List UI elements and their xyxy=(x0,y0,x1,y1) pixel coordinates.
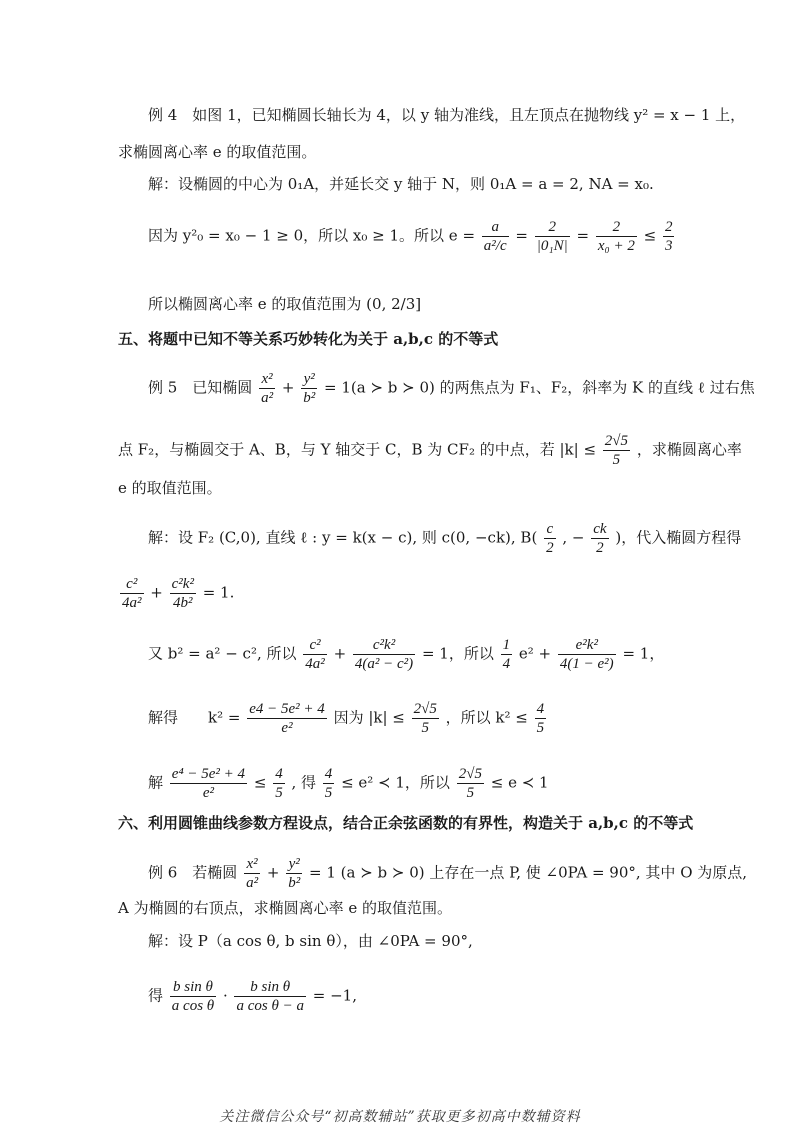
solution-4-conclusion: 所以椭圆离心率 e 的取值范围为 (0, 2/3] xyxy=(148,295,422,313)
solution-5-line-3: 又 b² = a² − c², 所以 $\frac{\text{c²}}{\text{4a²}}$ + $\frac{\text{c²k²}}{\text{4(a² − c²)}}$ = 1，所以 $\frac{1}{4}$ e² + $\frac{\text{e²k²}}{\text{4(1 − e²)}}$ = 1， xyxy=(148,637,665,672)
fraction: $\frac{4}{5}$ xyxy=(275,766,283,801)
fraction: $\frac{\text{b sin θ}}{\text{a cos θ}}$ xyxy=(171,979,215,1014)
fraction: $\frac{\text{x²}}{\text{a²}}$ xyxy=(246,856,259,891)
solution-6-line-2: 得 $\frac{\text{b sin θ}}{\text{a cos θ}}$ · $\frac{\text{b sin θ}}{\text{a cos θ − a}}$ = −1, xyxy=(148,979,357,1014)
fraction: $\frac{2√5}{5}$ xyxy=(413,701,437,736)
fraction: $\frac{\text{e²k²}}{\text{4(1 − e²)}}$ xyxy=(559,637,614,672)
solution-5-line-5: 解 $\frac{\text{e⁴ − 5e² + 4}}{\text{e²}}$ ≤ $\frac{4}{5}$ , 得 $\frac{4}{5}$ ≤ e² ≺ 1，所以 $\frac{2√5}{5}$ ≤ e ≺ 1 xyxy=(148,766,549,801)
solution-4-line-1: 解：设椭圆的中心为 0₁A，并延长交 y 轴于 N，则 0₁A = a = 2, NA = x₀. xyxy=(148,175,654,193)
section-heading-5: 五、将题中已知不等关系巧妙转化为关于 a,b,c 的不等式 xyxy=(118,330,499,348)
fraction: $\frac{4}{5}$ xyxy=(324,766,333,801)
fraction: $\frac{2√5}{5}$ xyxy=(604,433,629,468)
solution-5-line-2: $\frac{\text{c²}}{\text{4a²}}$ + $\frac{\text{c²k²}}{\text{4b²}}$ = 1. xyxy=(122,576,235,611)
fraction: $\frac{4}{5}$ xyxy=(536,701,545,736)
solution-5-line-4: 解得 k² = $\frac{\text{e4 − 5e² + 4}}{\text{e²}}$ 因为 |k| ≤ $\frac{2√5}{5}$ ，所以 k² ≤ $\frac{4}{5}$ xyxy=(148,701,545,736)
example-5-line-3: e 的取值范围。 xyxy=(118,479,222,497)
fraction: $\frac{\text{e⁴ − 5e² + 4}}{\text{e²}}$ xyxy=(171,766,246,801)
solution-5-line-1: 解：设 F₂ (C,0), 直线 ℓ : y = k(x − c), 则 c(0, −ck), B( $\frac{c}{2}$ , − $\frac{ck}{2}$ )，代入椭圆方程得 xyxy=(148,521,742,556)
fraction: $\frac{2}{3}$ xyxy=(664,219,673,254)
fraction: $\frac{\text{b sin θ}}{\text{a cos θ − a}}$ xyxy=(236,979,304,1014)
section-heading-6: 六、利用圆锥曲线参数方程设点，结合正余弦函数的有界性，构造关于 a,b,c 的不等式 xyxy=(118,814,694,832)
fraction: $\frac{ck}{2}$ xyxy=(593,521,607,556)
fraction: $\frac{c}{2}$ xyxy=(546,521,554,556)
fraction: $\frac{\text{e4 − 5e² + 4}}{\text{e²}}$ xyxy=(249,701,325,736)
solution-4-line-2: 因为 y²₀ = x₀ − 1 ≥ 0，所以 x₀ ≥ 1。所以 e = $\frac{a}{\text{a²/c}}$ = $\frac{2}{\text{|0₁N|}}$ = $\frac{2}{\text{x₀ + 2}}$ ≤ $\frac{2}{3}$ xyxy=(148,219,673,254)
fraction: $\frac{2}{\text{|0₁N|}}$ xyxy=(536,219,568,254)
example-6-line-2: A 为椭圆的右顶点，求椭圆离心率 e 的取值范围。 xyxy=(118,899,453,917)
fraction: $\frac{\text{x²}}{\text{a²}}$ xyxy=(261,371,274,406)
example-4-line-1: 例 4 如图 1，已知椭圆长轴长为 4，以 y 轴为准线，且左顶点在抛物线 y² = x − 1 上， xyxy=(148,106,746,124)
solution-6-line-1: 解：设 P（a cos θ, b sin θ），由 ∠0PA = 90°, xyxy=(148,932,473,950)
page-footer: 关注微信公众号“初高数辅站”获取更多初高中数辅资料 xyxy=(219,1109,581,1125)
fraction: $\frac{\text{y²}}{\text{b²}}$ xyxy=(288,856,301,891)
example-6-line-1: 例 6 若椭圆 $\frac{\text{x²}}{\text{a²}}$ + $\frac{\text{y²}}{\text{b²}}$ = 1 (a ≻ b ≻ 0) 上存在一点 P, 使 ∠0PA = 90°, 其中 O 为原点, xyxy=(148,856,748,891)
example-4-line-2: 求椭圆离心率 e 的取值范围。 xyxy=(118,143,317,161)
fraction: $\frac{\text{c²}}{\text{4a²}}$ xyxy=(305,637,325,672)
fraction: $\frac{2√5}{5}$ xyxy=(458,766,482,801)
example-5-line-1: 例 5 已知椭圆 $\frac{\text{x²}}{\text{a²}}$ + $\frac{\text{y²}}{\text{b²}}$ = 1(a ≻ b ≻ 0) 的两焦点为 F₁、F₂，斜率为 K 的直线 ℓ 过右焦 xyxy=(148,371,755,406)
fraction: $\frac{\text{c²k²}}{\text{4b²}}$ xyxy=(171,576,194,611)
fraction: $\frac{\text{c²k²}}{\text{4(a² − c²)}}$ xyxy=(354,637,414,672)
example-5-line-2: 点 F₂，与椭圆交于 A、B，与 Y 轴交于 C，B 为 CF₂ 的中点，若 |k| ≤ $\frac{2√5}{5}$ ，求椭圆离心率 xyxy=(118,433,742,468)
fraction: $\frac{\text{y²}}{\text{b²}}$ xyxy=(303,371,316,406)
fraction: $\frac{a}{\text{a²/c}}$ xyxy=(483,219,507,254)
fraction: $\frac{\text{c²}}{\text{4a²}}$ xyxy=(122,576,142,611)
fraction: $\frac{2}{\text{x₀ + 2}}$ xyxy=(597,219,635,254)
fraction: $\frac{1}{4}$ xyxy=(502,637,511,672)
